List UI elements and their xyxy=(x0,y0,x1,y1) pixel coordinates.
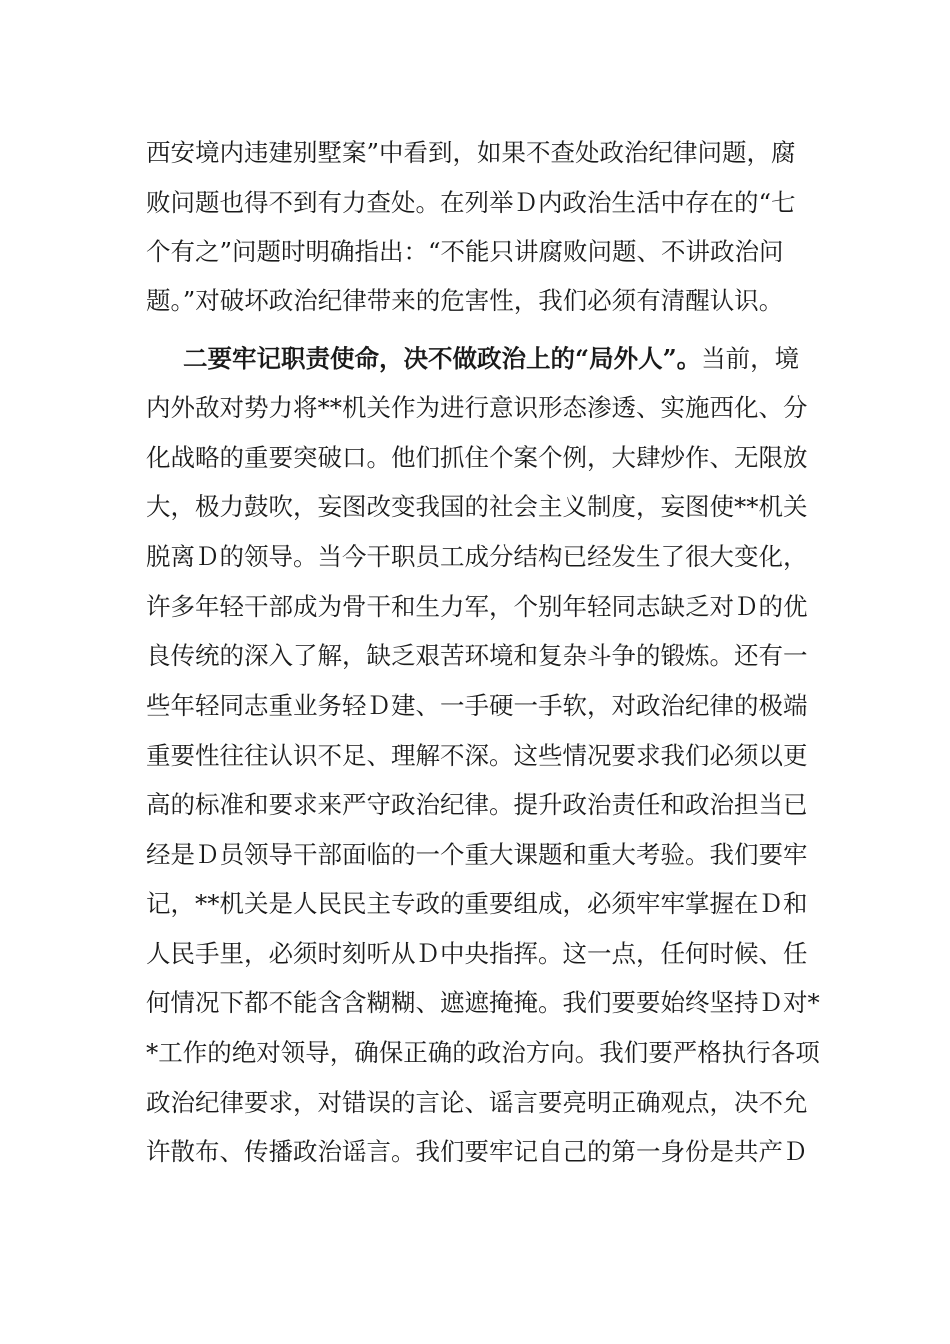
paragraph-2-line-16: 政治纪律要求，对错误的言论、谣言要亮明正确观点，决不允 xyxy=(146,1088,808,1117)
paragraph-2-line-4: 大，极力鼓吹，妄图改变我国的社会主义制度，妄图使**机关 xyxy=(146,492,808,521)
paragraph-2-line-3: 化战略的重要突破口。他们抓住个案个例，大肆炒作、无限放 xyxy=(146,443,808,472)
paragraph-2-line-14: 何情况下都不能含含糊糊、遮遮掩掩。我们要要始终坚持Ｄ对* xyxy=(146,988,820,1017)
paragraph-2-line-8: 些年轻同志重业务轻Ｄ建、一手硬一手软，对政治纪律的极端 xyxy=(146,691,808,720)
paragraph-1-line-4: 题。”对破坏政治纪律带来的危害性，我们必须有清醒认识。 xyxy=(146,286,784,315)
paragraph-2-line-17: 许散布、传播政治谣言。我们要牢记自己的第一身份是共产Ｄ xyxy=(146,1137,808,1166)
paragraph-2-first-line xyxy=(183,344,810,374)
paragraph-2-line-6: 许多年轻干部成为骨干和生力军，个别年轻同志缺乏对Ｄ的优 xyxy=(146,592,808,621)
paragraph-2-line-10: 高的标准和要求来严守政治纪律。提升政治责任和政治担当已 xyxy=(146,790,808,819)
paragraph-2-line-15: *工作的绝对领导，确保正确的政治方向。我们要严格执行各项 xyxy=(146,1038,820,1067)
paragraph-2-first-line-text: 当前，境 xyxy=(701,344,800,373)
paragraph-2-line-2: 内外敌对势力将**机关作为进行意识形态渗透、实施西化、分 xyxy=(146,393,808,422)
paragraph-2-heading: 二要牢记职责使命，决不做政治上的“局外人”。 xyxy=(183,344,702,373)
paragraph-2-line-11: 经是Ｄ员领导干部面临的一个重大课题和重大考验。我们要牢 xyxy=(146,840,808,869)
paragraph-1-line-2: 败问题也得不到有力查处。在列举Ｄ内政治生活中存在的“七 xyxy=(146,188,796,217)
paragraph-1-line-3: 个有之”问题时明确指出：“不能只讲腐败问题、不讲政治问 xyxy=(146,237,784,266)
paragraph-2-line-5: 脱离Ｄ的领导。当今干职员工成分结构已经发生了很大变化， xyxy=(146,542,808,571)
paragraph-2-line-7: 良传统的深入了解，缺乏艰苦环境和复杂斗争的锻炼。还有一 xyxy=(146,641,808,670)
paragraph-2-line-9: 重要性往往认识不足、理解不深。这些情况要求我们必须以更 xyxy=(146,741,808,770)
paragraph-1-line-1: 西安境内违建别墅案”中看到，如果不查处政治纪律问题，腐 xyxy=(146,138,796,167)
paragraph-2-line-12: 记，**机关是人民民主专政的重要组成，必须牢牢掌握在Ｄ和 xyxy=(146,889,808,918)
paragraph-2-line-13: 人民手里，必须时刻听从Ｄ中央指挥。这一点，任何时候、任 xyxy=(146,939,808,968)
